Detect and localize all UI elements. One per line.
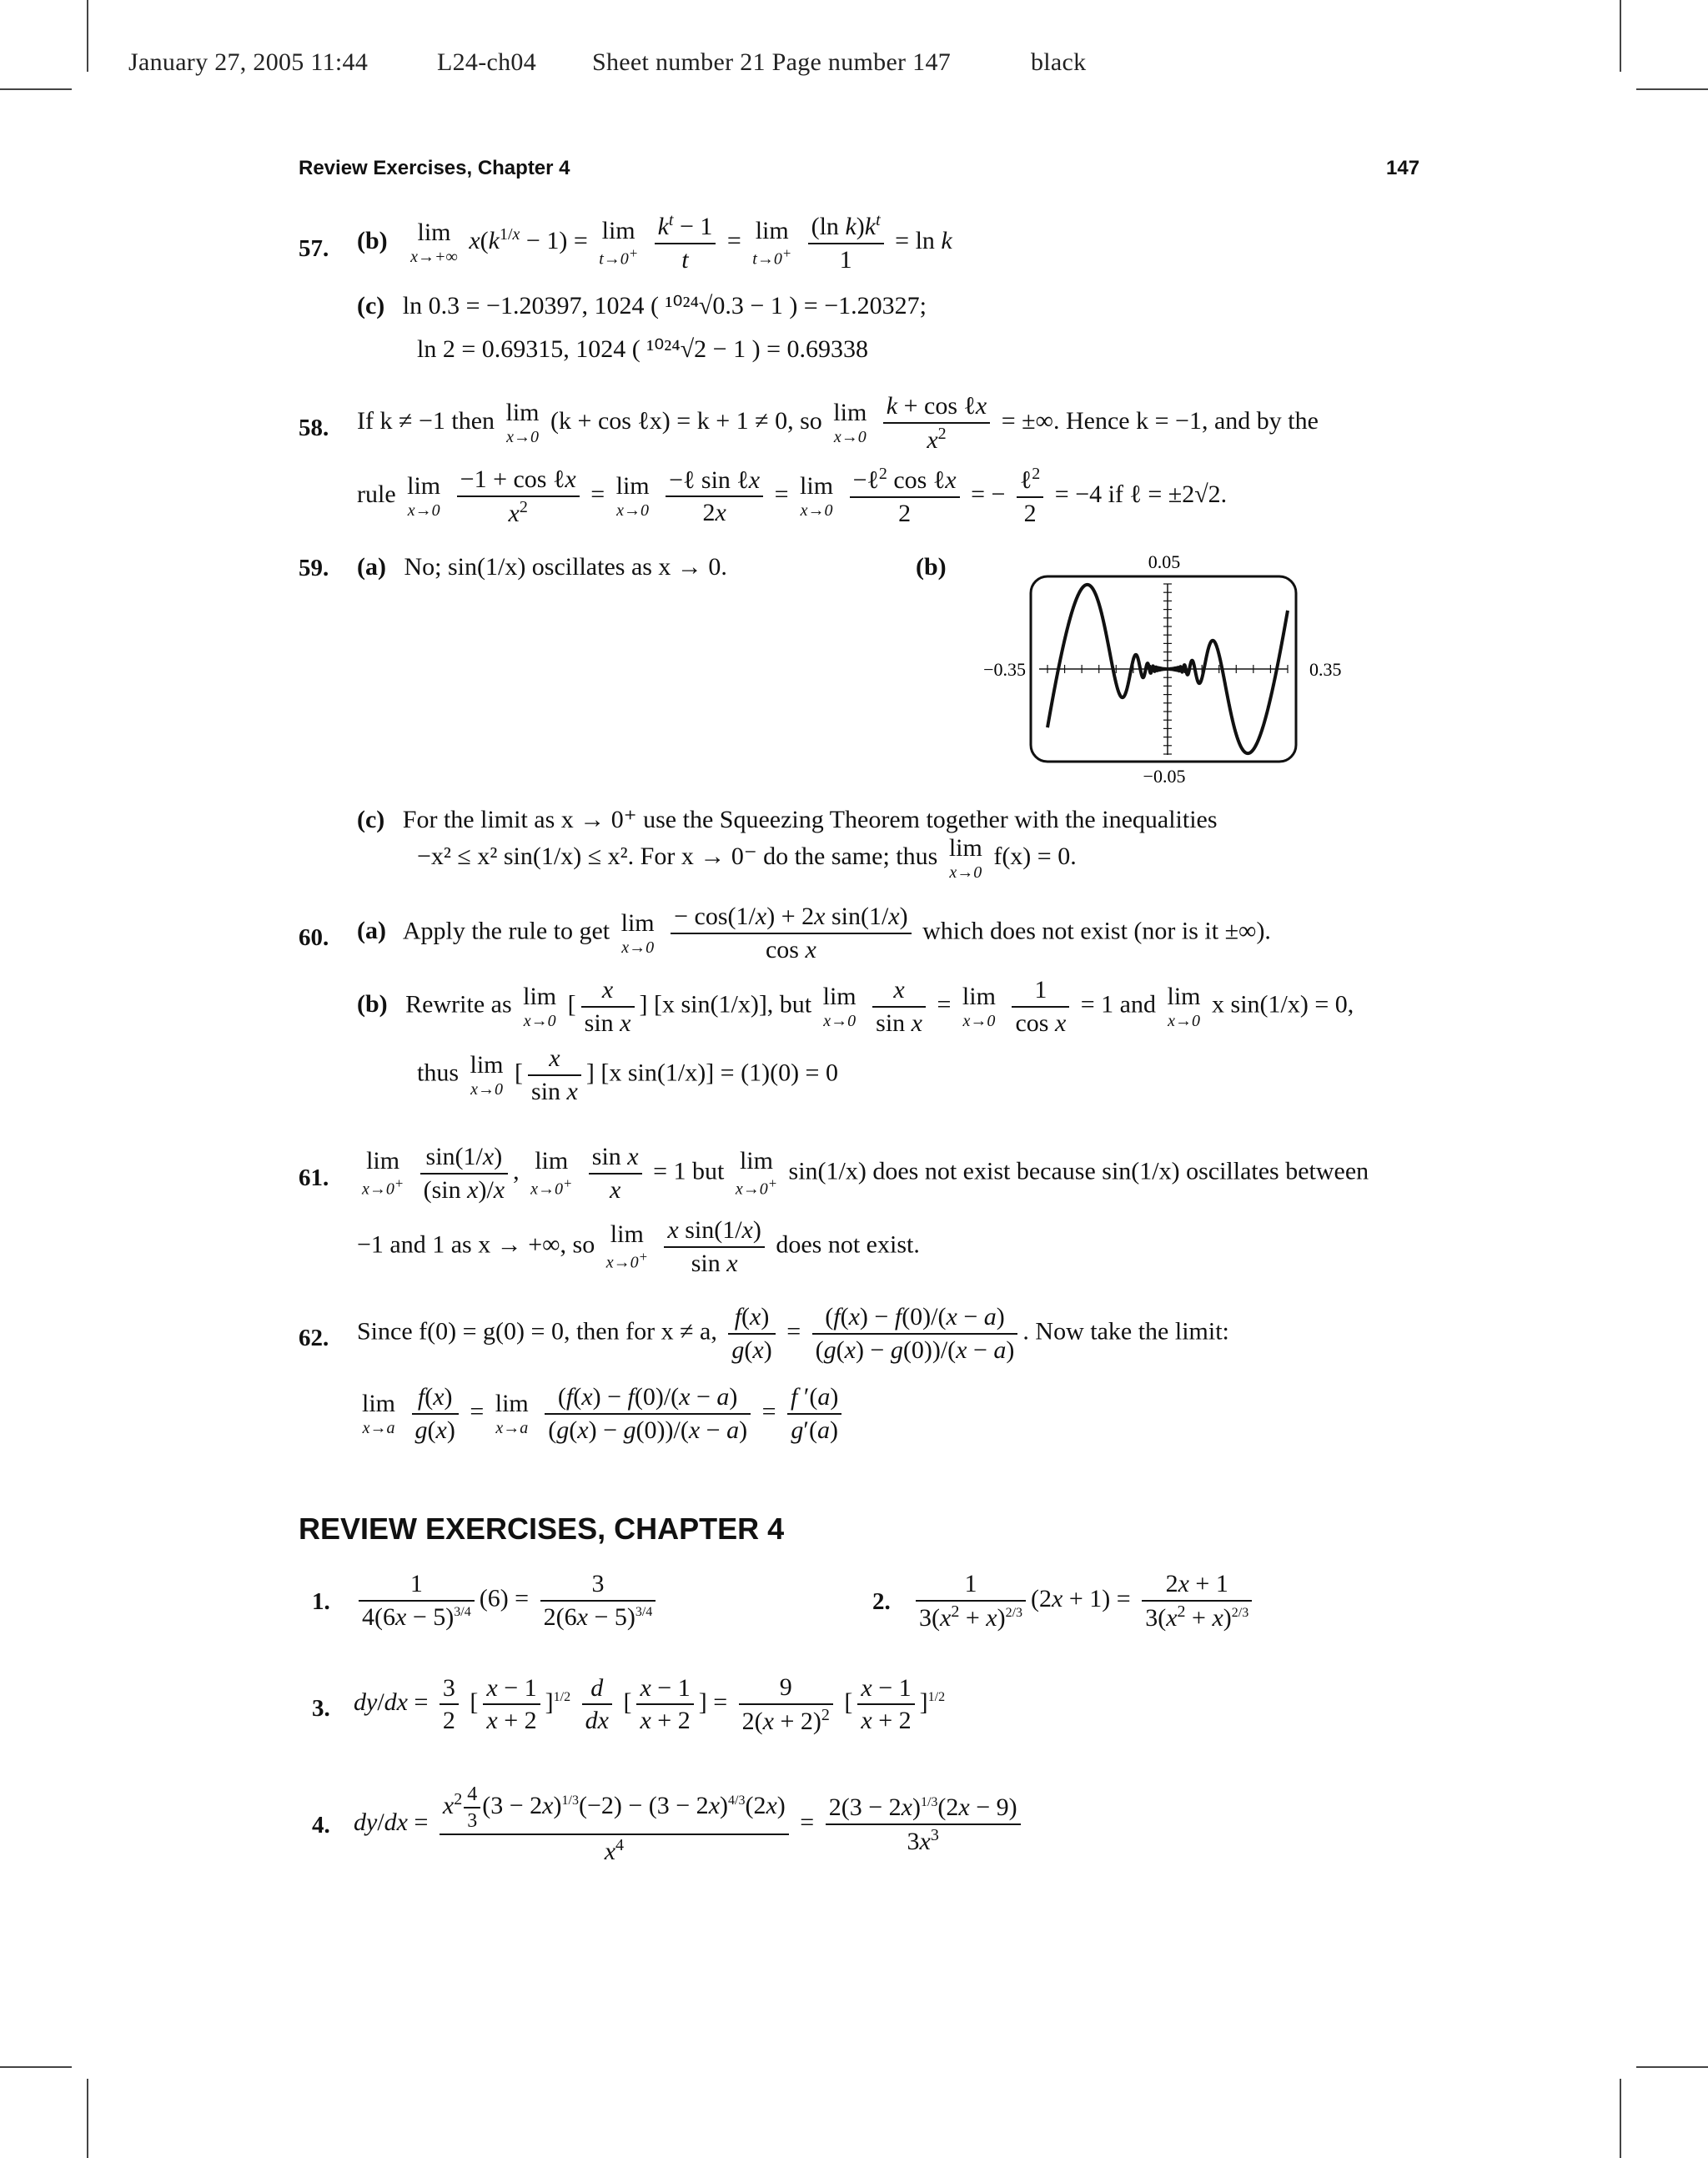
ex59-c-text: −x² ≤ x² sin(1/x) ≤ x². For x → 0⁻ do the same; thus	[417, 842, 938, 870]
exercise-number: 61.	[299, 1165, 329, 1191]
slug-color: black	[1031, 48, 1087, 76]
ex60-b-line2: thus lim x→0 [ $\frac{x}{\text{sin x}}$ ] [x sin(1/x)] = (1)(0) = 0	[417, 1044, 838, 1105]
ex59-part-c	[357, 807, 1218, 833]
ex59-c-line1: For the limit as x → 0⁺ use the Squeezing Theorem together with the inequalities	[402, 806, 1218, 833]
ex60-b-text: [x sin(1/x)] = (1)(0) = 0	[600, 1059, 838, 1087]
ex58-text: If k ≠ −1 then	[357, 406, 495, 435]
ex60-part-a: (a) Apply the rule to get lim x→0 $\frac{\text{− cos(1/x) + 2x sin(1/x)}}{\text{cos x}}$ which does not exist (nor is it ±∞).	[357, 903, 1271, 963]
ex58-text: = ±∞. Hence k = −1, and by the	[1001, 406, 1319, 435]
section-heading: REVIEW EXERCISES, CHAPTER 4	[299, 1512, 785, 1546]
ex62-line1: Since f(0) = g(0) = 0, then for x ≠ a, $\frac{f(x)}{g(x)}$ = $\frac{(f(x) - f(0)/(x - a)}{(g(x) - g(0))/(x - a)}$ . Now take the limit:	[357, 1303, 1229, 1364]
exercise-number: 59.	[299, 555, 329, 581]
ex60-a-text: which does not exist (nor is it ±∞).	[922, 917, 1271, 945]
page-number: 147	[1386, 157, 1420, 179]
ex59-part-a	[357, 555, 727, 580]
ex58-line2: rule lim x→0 $\frac{\text{−1 + cos ℓx}}{x^2}$ = lim x→0 $\frac{\text{−ℓ sin ℓx}}{2x}$ = lim x→0 $\frac{-\ell^2 \cos \ell x}{2}$ = − $\frac{\ell^2}{2}$ = −4 if ℓ = ±2√2.	[357, 465, 1228, 527]
review-4-expression: dy/dx = $x^2$ $\frac{4}{3}$ $(3 - 2x)^{1/3}(-2) - (3 - 2x)^{4/3}(2x)$ $x^4$ = $\frac{2(3 - 2x)^{1/3}(2x - 9)}{3x^3}$	[354, 1782, 1026, 1868]
graph-x2-sin-1-over-x	[967, 546, 1342, 788]
slug-file: L24-ch04	[437, 48, 537, 76]
ex59-a-text: No; sin(1/x) oscillates as x → 0.	[404, 553, 727, 581]
ex57-part-b: (b) lim x→+∞ $x(k^{1/x} - 1)$ = lim t→0+ $\frac{k^t - 1}{t}$ = lim t→0+ $\frac{(\ln k)k^t}{1}$ = ln k	[357, 211, 952, 274]
ex60-b-text: [x sin(1/x)], but	[654, 990, 812, 1019]
part-label: (a)	[357, 917, 386, 945]
exercise-number: 3.	[312, 1695, 330, 1722]
review-3-expression: dy/dx = $\frac{3}{2}$ [ $\frac{x - 1}{x + 2}$ ]$^{1/2}$ $\frac{d}{dx}$ [ $\frac{x - 1}{x + 2}$ ] = $\frac{9}{2(x + 2)^2}$ [ $\frac{x - 1}{x + 2}$ ]$^{1/2}$	[354, 1673, 946, 1735]
ex59-c-text: f(x) = 0.	[993, 842, 1077, 870]
crop-mark	[1636, 88, 1708, 90]
ex62-line2: lim x→a $\frac{f(x)}{g(x)}$ = lim x→a $\frac{(f(x) - f(0)/(x - a)}{(g(x) - g(0))/(x - a)}$ = $\frac{f '(a)}{g'(a)}$	[357, 1381, 846, 1446]
part-label: (b)	[916, 553, 947, 581]
ex60-part-b: (b) Rewrite as lim x→0 [ $\frac{x}{\text{sin x}}$ ] [x sin(1/x)], but lim x→0 $\frac{x}{\text{sin x}}$ = lim x→0 $\frac{1}{\text{cos x}}$ = 1 and lim x→0 x sin(1/x) = 0,	[357, 976, 1354, 1037]
ex58-line1: If k ≠ −1 then lim x→0 (k + cos ℓx) = k + 1 ≠ 0, so lim x→0 $\frac{\text{k + cos ℓx}}{x^2}$ = ±∞. Hence k = −1, and by the	[357, 392, 1319, 454]
exercise-number: 58.	[299, 415, 329, 441]
crop-mark	[87, 2079, 88, 2158]
graph-ymin-label: −0.05	[1143, 766, 1186, 787]
review-1-expression: $\frac{1}{4(6x - 5)^{3/4}}$ (6) = $\frac{3}{2(6x - 5)^{3/4}}$	[354, 1568, 661, 1632]
exercise-number: 4.	[312, 1812, 330, 1839]
crop-mark	[0, 88, 72, 90]
ex60-b-text: = 1 and	[1080, 990, 1156, 1019]
crop-mark	[1620, 0, 1621, 72]
ex60-b-text: thus	[417, 1059, 460, 1087]
slug-sheet: Sheet number 21 Page number 147	[592, 48, 952, 76]
ex58-text: = −4 if ℓ = ±2√2.	[1054, 480, 1228, 508]
running-head-title: Review Exercises, Chapter 4	[299, 157, 570, 179]
ex58-text: (k + cos ℓx) = k + 1 ≠ 0, so	[550, 406, 822, 435]
part-label: (c)	[357, 292, 385, 319]
ex57-c-line1: ln 0.3 = −1.20397, 1024 ( ¹⁰²⁴√0.3 − 1 ) = −1.20327;	[402, 292, 927, 319]
ex61-line2: −1 and 1 as x → +∞, so lim x→0+ $\frac{\text{x sin(1/x)}}{\text{sin x}}$ does not exist.	[357, 1216, 920, 1277]
ex60-b-text: x sin(1/x) = 0,	[1212, 990, 1354, 1019]
exercise-number: 1.	[312, 1588, 330, 1615]
graph-ymax-label: 0.05	[1148, 551, 1181, 572]
crop-mark	[1636, 2066, 1708, 2068]
ex61-line1: lim x→0+ $\frac{\sin(1/x)}{\text{(sin x)/x}}$ , lim x→0+ $\frac{\text{sin x}}{x}$ = 1 but lim x→0+ sin(1/x) does not exist because sin(1/x) oscillates between	[362, 1143, 1369, 1204]
ex57-part-c	[357, 294, 927, 319]
ex58-text: rule	[357, 480, 396, 508]
ex61-text: −1 and 1 as x → +∞, so	[357, 1230, 595, 1259]
part-label: (b)	[357, 990, 388, 1019]
slug-date: January 27, 2005 11:44	[128, 48, 369, 76]
crop-mark	[87, 0, 88, 72]
ex62-text: . Now take the limit:	[1022, 1317, 1229, 1346]
part-label: (c)	[357, 806, 385, 833]
ex61-text: sin(1/x) does not exist because sin(1/x) oscillates between	[788, 1157, 1369, 1185]
graph-xmax-label: 0.35	[1309, 659, 1342, 680]
ex60-a-text: Apply the rule to get	[402, 917, 610, 945]
ex61-text: = 1 but	[653, 1157, 725, 1185]
ex57-c-line2: ln 2 = 0.69315, 1024 ( ¹⁰²⁴√2 − 1 ) = 0.69338	[417, 335, 869, 363]
part-label: (a)	[357, 553, 386, 581]
part-label: (b)	[357, 226, 388, 254]
crop-mark	[0, 2066, 72, 2068]
ex60-b-text: Rewrite as	[405, 990, 512, 1019]
ex61-text: does not exist.	[776, 1230, 920, 1259]
exercise-number: 2.	[872, 1588, 891, 1615]
crop-mark	[1620, 2079, 1621, 2158]
exercise-number: 57.	[299, 235, 329, 262]
ex59-part-b-label	[916, 555, 958, 580]
graph-xmin-label: −0.35	[983, 659, 1026, 680]
exercise-number: 62.	[299, 1325, 329, 1351]
ex62-text: Since f(0) = g(0) = 0, then for x ≠ a,	[357, 1317, 717, 1346]
review-2-expression: $\frac{1}{3(x^2 + x)^{2/3}}$ (2x + 1) = $\frac{2x + 1}{3(x^2 + x)^{2/3}}$	[911, 1568, 1257, 1633]
ex59-c-line2: −x² ≤ x² sin(1/x) ≤ x². For x → 0⁻ do the same; thus lim x→0 f(x) = 0.	[417, 834, 1077, 882]
exercise-number: 60.	[299, 924, 329, 951]
